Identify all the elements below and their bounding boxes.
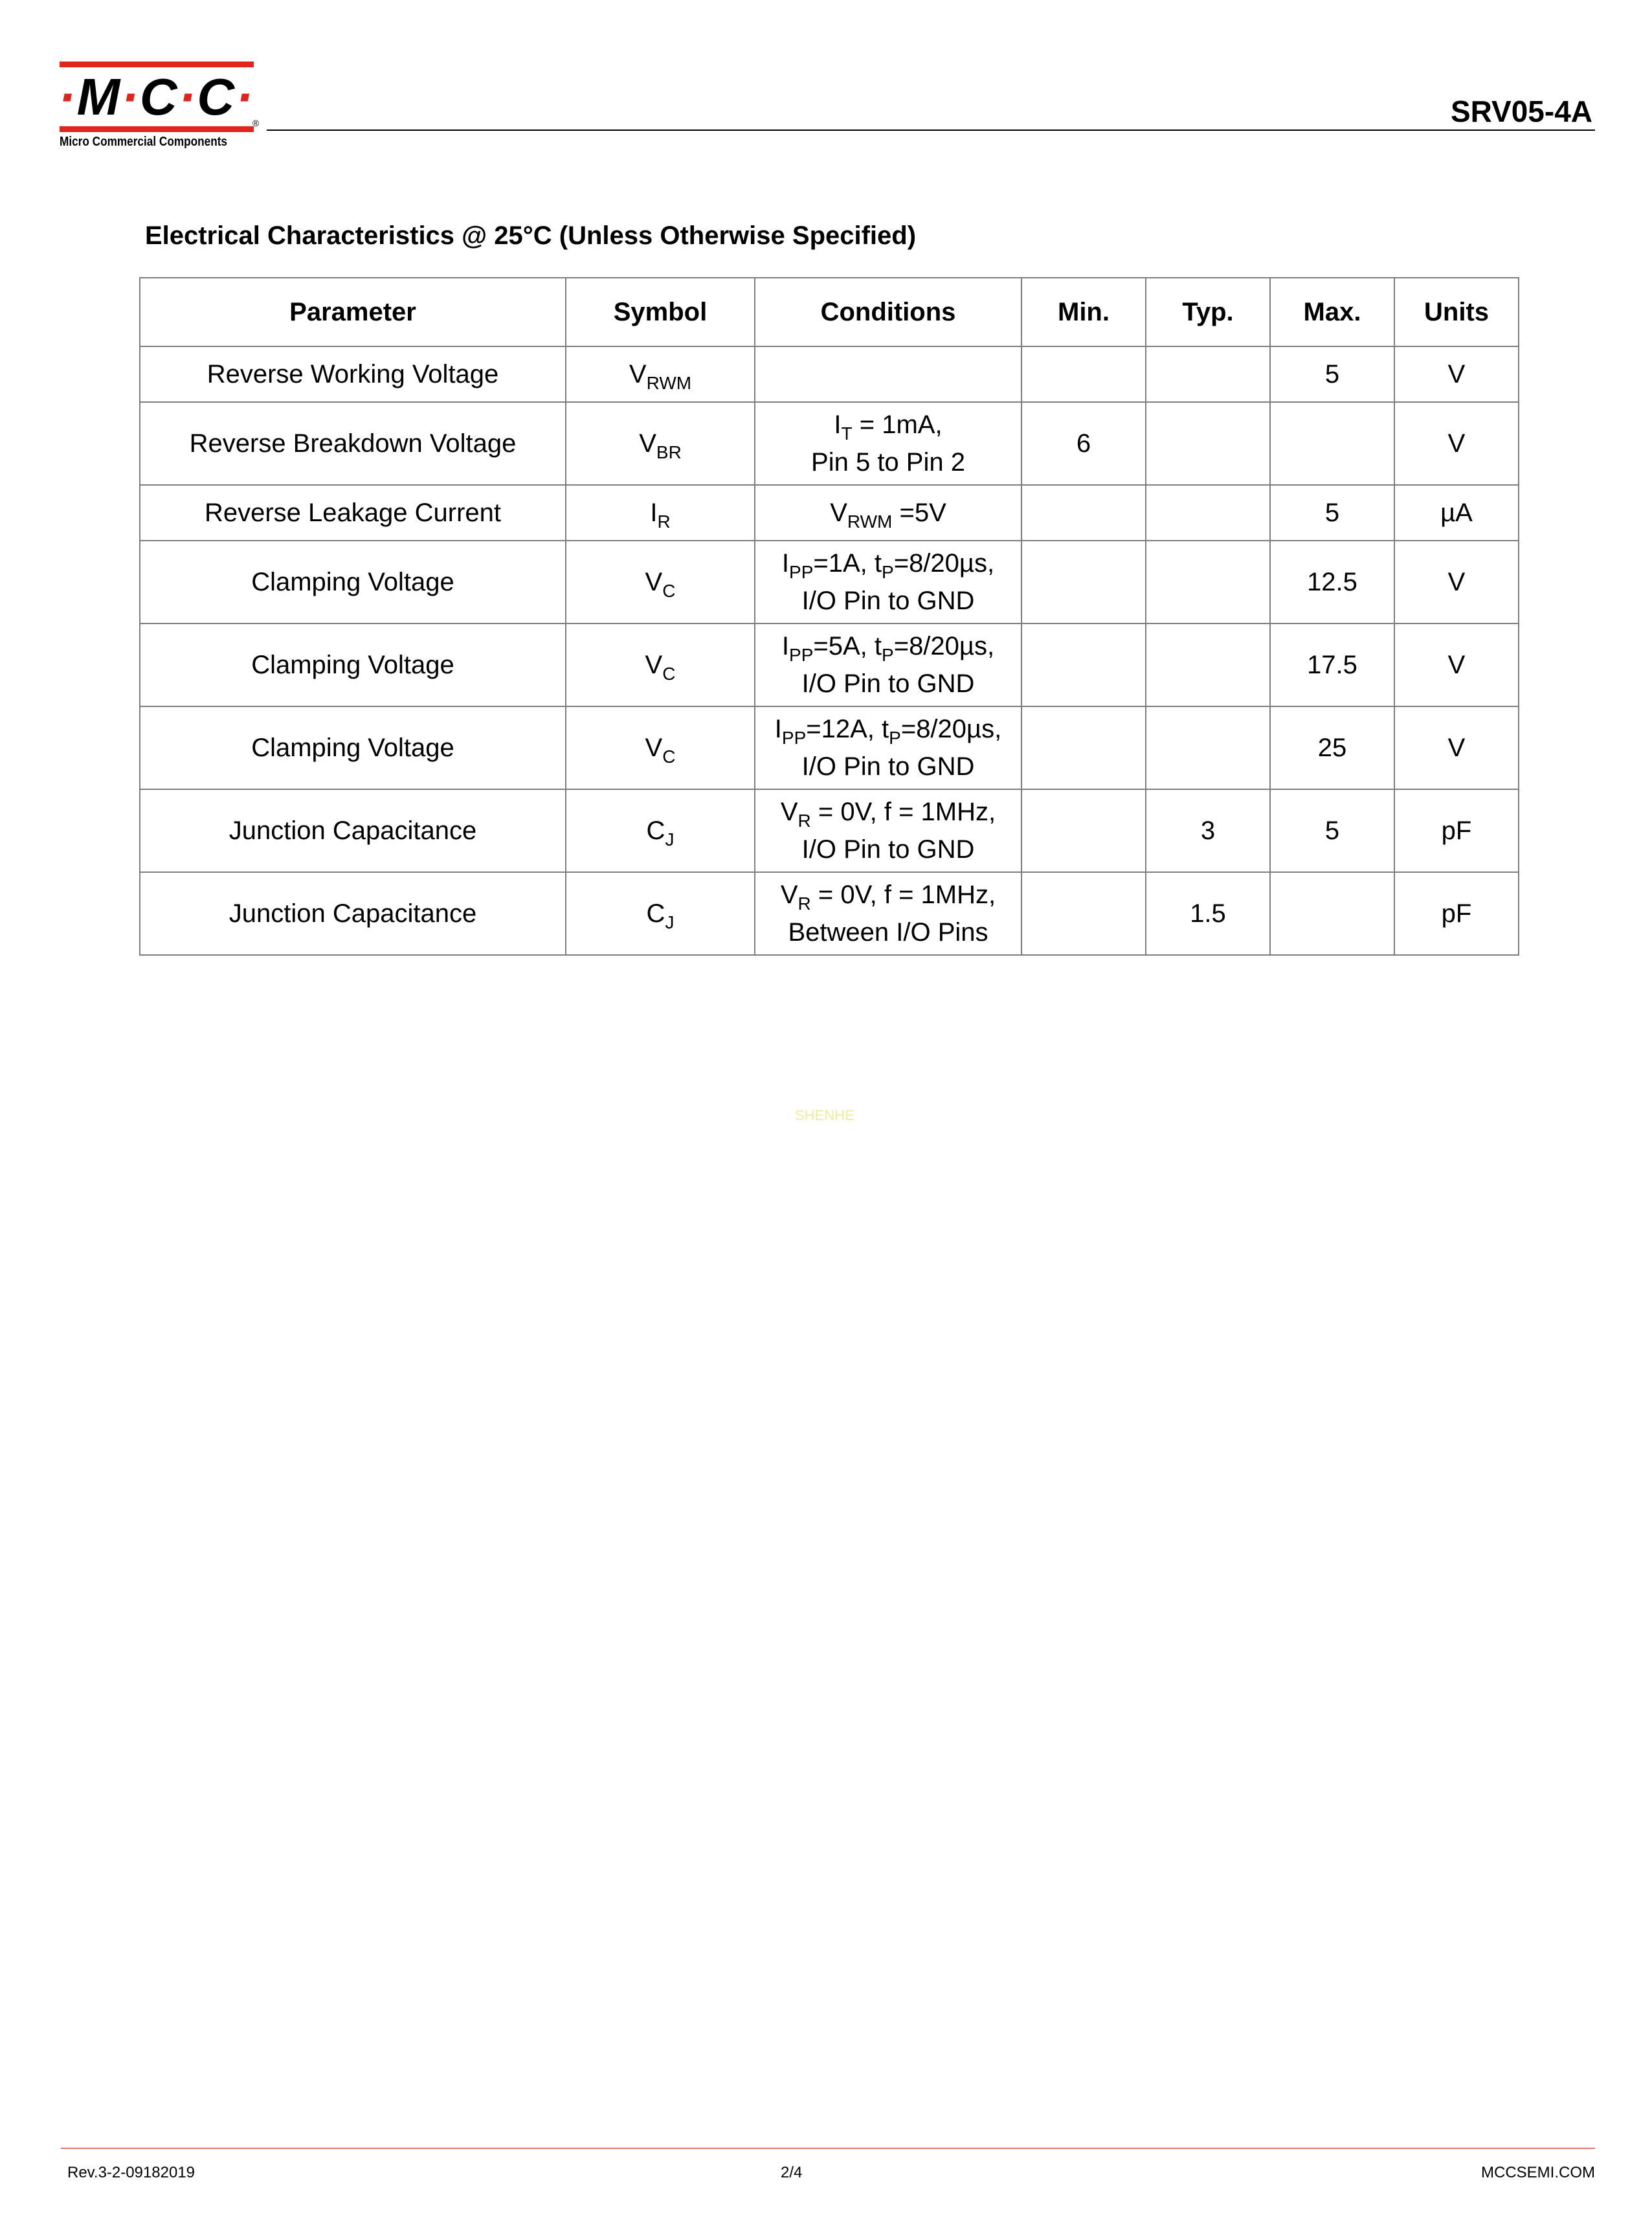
condition-text: V [830, 499, 847, 527]
table-row [140, 402, 1519, 485]
header-min: Min. [1021, 278, 1146, 346]
section-title: Electrical Characteristics @ 25°C (Unless Otherwise Specified) [145, 221, 917, 250]
condition-text: =8/20µs, [893, 632, 995, 660]
header-max: Max. [1270, 278, 1394, 346]
cell-parameter: Junction Capacitance [140, 789, 566, 872]
condition-text: = 0V, f = 1MHz, [810, 798, 996, 826]
cell-symbol [566, 872, 755, 955]
cell-conditions [755, 872, 1021, 955]
condition-text: = 1mA, [852, 410, 943, 439]
cell-symbol [566, 402, 755, 485]
symbol-main: C [646, 816, 665, 845]
cell-conditions [755, 402, 1021, 485]
header-conditions: Conditions [755, 278, 1021, 346]
cell-conditions [755, 789, 1021, 872]
condition-text: =12A, t [806, 715, 889, 743]
condition-line-2: I/O Pin to GND [801, 669, 975, 698]
symbol-subscript: C [662, 581, 676, 601]
condition-line-2: Pin 5 to Pin 2 [811, 448, 965, 477]
footer-revision: Rev.3-2-09182019 [67, 2164, 195, 2181]
header-parameter: Parameter [140, 278, 566, 346]
condition-subscript: RWM [847, 512, 893, 532]
cell-max [1270, 402, 1394, 485]
cell-units: V [1394, 346, 1519, 402]
header-units: Units [1394, 278, 1519, 346]
symbol-subscript: BR [656, 442, 682, 462]
symbol-main: C [646, 899, 665, 928]
cell-typ [1146, 541, 1270, 624]
symbol-subscript: RWM [646, 373, 692, 393]
condition-text: =5A, t [813, 632, 882, 660]
cell-parameter: Clamping Voltage [140, 624, 566, 706]
cell-max [1270, 872, 1394, 955]
logo-bottom-bar [60, 126, 254, 132]
cell-max: 25 [1270, 706, 1394, 789]
cell-min: 6 [1021, 402, 1146, 485]
footer-website: MCCSEMI.COM [1481, 2164, 1595, 2181]
cell-symbol [566, 485, 755, 541]
condition-subscript: P [889, 728, 901, 748]
condition-subscript: P [882, 645, 894, 665]
logo-top-bar [60, 62, 254, 67]
logo-subtitle: Micro Commercial Components [60, 135, 228, 149]
symbol-main: V [645, 734, 663, 762]
cell-min [1021, 485, 1146, 541]
cell-typ [1146, 624, 1270, 706]
symbol-subscript: J [665, 829, 675, 849]
symbol-subscript: R [657, 512, 671, 532]
symbol-main: V [645, 651, 663, 679]
symbol-subscript: J [665, 912, 675, 932]
cell-units: V [1394, 541, 1519, 624]
table-row [140, 789, 1519, 872]
symbol-main: I [650, 499, 658, 527]
condition-text: I [781, 549, 790, 578]
cell-symbol [566, 789, 755, 872]
condition-text: V [780, 881, 798, 909]
condition-subscript: T [841, 423, 853, 444]
table-row [140, 706, 1519, 789]
condition-text: =8/20µs, [900, 715, 1002, 743]
condition-line-2: I/O Pin to GND [801, 752, 975, 781]
condition-text: =1A, t [813, 549, 882, 578]
condition-subscript: R [798, 894, 811, 914]
cell-min [1021, 541, 1146, 624]
cell-typ [1146, 706, 1270, 789]
condition-subscript: PP [789, 562, 814, 582]
cell-max: 5 [1270, 346, 1394, 402]
cell-max: 5 [1270, 485, 1394, 541]
cell-typ: 1.5 [1146, 872, 1270, 955]
condition-line-1 [759, 494, 1017, 532]
cell-min [1021, 789, 1146, 872]
condition-text: I [834, 410, 842, 439]
table-row [140, 346, 1519, 402]
cell-max: 17.5 [1270, 624, 1394, 706]
condition-text: =8/20µs, [893, 549, 995, 578]
watermark: SHENHE [795, 1107, 854, 1123]
company-logo [58, 62, 263, 152]
cell-parameter: Junction Capacitance [140, 872, 566, 955]
cell-min [1021, 706, 1146, 789]
symbol-main: V [645, 568, 663, 596]
condition-text: V [780, 798, 798, 826]
table-row [140, 541, 1519, 624]
condition-subscript: PP [781, 728, 807, 748]
table-row [140, 485, 1519, 541]
cell-symbol [566, 706, 755, 789]
symbol-subscript: C [662, 664, 676, 684]
header-rule [267, 129, 1595, 131]
cell-typ [1146, 402, 1270, 485]
cell-symbol [566, 346, 755, 402]
cell-typ [1146, 346, 1270, 402]
condition-line-2: I/O Pin to GND [801, 835, 975, 864]
symbol-main: V [639, 429, 656, 458]
footer-rule [61, 2148, 1595, 2149]
cell-max: 12.5 [1270, 541, 1394, 624]
cell-units: V [1394, 624, 1519, 706]
table-row [140, 624, 1519, 706]
cell-parameter: Reverse Leakage Current [140, 485, 566, 541]
cell-typ: 3 [1146, 789, 1270, 872]
condition-line-1 [759, 876, 1017, 914]
condition-text: = 0V, f = 1MHz, [810, 881, 996, 909]
cell-conditions [755, 346, 1021, 402]
cell-parameter: Reverse Working Voltage [140, 346, 566, 402]
cell-min [1021, 624, 1146, 706]
symbol-subscript: C [662, 747, 676, 767]
cell-parameter: Clamping Voltage [140, 541, 566, 624]
cell-conditions [755, 624, 1021, 706]
registered-mark: ® [252, 118, 260, 128]
cell-units: V [1394, 402, 1519, 485]
cell-units: pF [1394, 872, 1519, 955]
cell-conditions [755, 706, 1021, 789]
condition-line-1 [759, 710, 1017, 748]
condition-line-1 [759, 406, 1017, 444]
cell-units: V [1394, 706, 1519, 789]
cell-typ [1146, 485, 1270, 541]
logo-wordmark: ·M·C·C· [58, 68, 254, 126]
condition-subscript: R [798, 811, 811, 831]
cell-parameter: Clamping Voltage [140, 706, 566, 789]
cell-symbol [566, 541, 755, 624]
condition-line-2: Between I/O Pins [788, 918, 988, 947]
cell-parameter: Reverse Breakdown Voltage [140, 402, 566, 485]
condition-subscript: PP [789, 645, 814, 665]
cell-conditions [755, 485, 1021, 541]
condition-line-1 [759, 545, 1017, 582]
footer-page-number: 2/4 [781, 2164, 803, 2181]
cell-units: pF [1394, 789, 1519, 872]
cell-conditions [755, 541, 1021, 624]
cell-min [1021, 346, 1146, 402]
condition-text: I [774, 715, 782, 743]
condition-line-2: I/O Pin to GND [801, 587, 975, 615]
part-number: SRV05-4A [1450, 95, 1592, 128]
table-body [140, 346, 1519, 955]
table-row [140, 872, 1519, 955]
condition-subscript: P [882, 562, 894, 582]
cell-min [1021, 872, 1146, 955]
condition-line-1 [759, 627, 1017, 665]
electrical-characteristics-table [139, 277, 1519, 956]
header-typ: Typ. [1146, 278, 1270, 346]
cell-symbol [566, 624, 755, 706]
header-symbol: Symbol [566, 278, 755, 346]
cell-units: µA [1394, 485, 1519, 541]
condition-text: I [781, 632, 790, 660]
cell-max: 5 [1270, 789, 1394, 872]
condition-line-1 [759, 793, 1017, 831]
condition-text: =5V [892, 499, 946, 527]
table-header-row [140, 278, 1519, 346]
symbol-main: V [629, 360, 647, 388]
